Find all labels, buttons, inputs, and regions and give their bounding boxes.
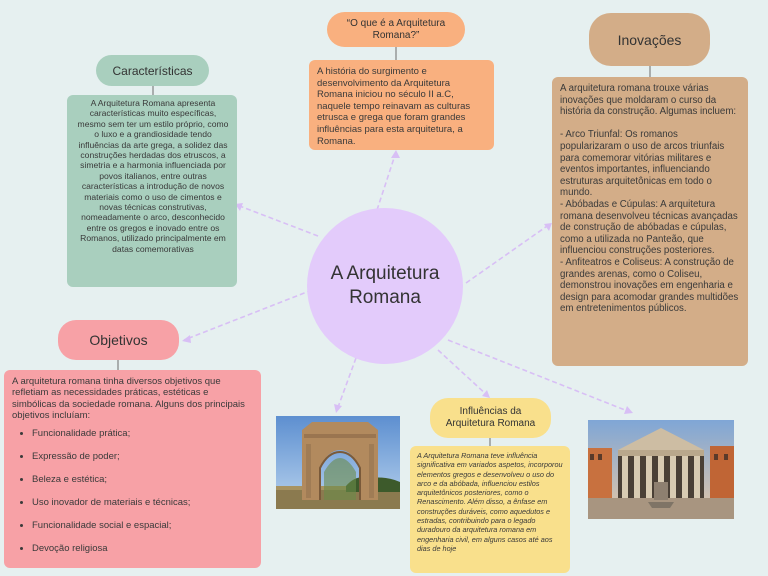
central-topic[interactable] <box>307 208 463 364</box>
connector-influencias <box>438 350 488 396</box>
objetivos-intro: A arquitetura romana tinha diversos objetivos que refletiam as necessidades práticas, estéticas e simbólicas da sociedade romana. Alguns dos principais objetivos incluíam: <box>12 376 245 422</box>
question-text-box <box>309 60 494 150</box>
objetivos-list <box>12 428 253 554</box>
arrowhead <box>482 390 490 398</box>
inovacoes-label: Inovações <box>617 31 682 48</box>
question-text: A história do surgimento e desenvolvimento da Arquitetura Romana iniciou no século II a.C, naquele tempo reinavam as culturas etrusca e grega que foram grandes influências para esta arquitetura, a Romana. <box>317 66 471 147</box>
connector-inovacoes <box>466 224 550 283</box>
influencias-topic[interactable] <box>430 398 551 438</box>
arrowhead <box>334 404 342 413</box>
caracteristicas-topic[interactable] <box>96 55 209 86</box>
influencias-label: Influências da Arquitetura Romana <box>445 406 536 429</box>
objetivos-item: • Funcionalidade social e espacial; <box>32 520 253 531</box>
inovacoes-topic[interactable] <box>589 13 710 66</box>
objetivos-item: • Uso inovador de materiais e técnicas; <box>32 497 253 508</box>
inovacoes-text-box <box>552 77 748 366</box>
question-label: “O que é a Arquitetura Romana?” <box>346 17 446 41</box>
arrowhead <box>624 406 633 414</box>
influencias-text-box <box>410 446 570 573</box>
caracteristicas-text: A Arquitetura Romana apresenta características muito específicas, mesmo sem ter um estilo próprio, como o luxo e a grandiosidade tendo influências da arte grega, a solidez das construções herdadas dos etruscos, a simetria e a harmonia influenciada por povos italianos, entre outras características a introdução de novos materiais como o uso de cimentos e novas técnicas construtivas, nomeadamente o arco, desconhecido entre os gregos e inovado entre os Romanos, utilizado principalmente em datas comemorativas <box>77 98 229 254</box>
objetivos-item: • Beleza e estética; <box>32 474 253 485</box>
arch-photo <box>276 416 400 509</box>
connector-photo-arch <box>337 358 356 410</box>
connector-objetivos <box>184 290 312 340</box>
arrowhead <box>182 335 191 343</box>
influencias-text: A Arquitetura Romana teve influência significativa em variados aspetos, incorporou elementos gregos e desenvolveu o uso do arco e da abóbada, influenciou estilos arquitetônicos posteriores, como o Renascimento. Além disso, a ênfase em construções duráveis, como aquedutos e estradas, contribuindo para o legado duradouro da arquitetura romana em engenharia civil, em alguns casos até aos dias de hoje <box>417 451 563 553</box>
objetivos-item: • Devoção religiosa <box>32 543 253 554</box>
question-topic[interactable] <box>327 12 465 47</box>
objetivos-item: • Funcionalidade prática; <box>32 428 253 439</box>
objetivos-label: Objetivos <box>89 332 148 348</box>
objetivos-text-box <box>4 370 261 568</box>
arrowhead <box>391 150 400 158</box>
caracteristicas-text-box <box>67 95 237 287</box>
inovacoes-text: A arquitetura romana trouxe várias inovações que moldaram o curso da história da construção. Algumas incluem: - Arco Triunfal: Os romanos popularizaram o uso de arcos triunfais para comemorar vitórias militares e eventos importantes, influenciando estruturas arquitetônicas em todo o mundo. - Abóbadas e Cúpulas: A arquitetura romana desenvolveu técnicas avançadas de construção de abóbadas e cúpulas, como a utilizada no Panteão, que influenciou construções posteriores. - Anfiteatros e Coliseus: A construção de grandes arenas, como o Coliseu, demonstrou inovações em engenharia e design para acomodar grandes multidões em entretenimentos públicos. <box>560 83 739 315</box>
objetivos-topic[interactable] <box>58 320 179 360</box>
connector-caracteristicas <box>237 205 318 236</box>
central-topic-title: A Arquitetura Romana <box>330 263 440 308</box>
caracteristicas-label: Características <box>112 63 193 78</box>
connector-question <box>377 152 396 210</box>
pantheon-photo <box>588 420 734 519</box>
objetivos-item: • Expressão de poder; <box>32 451 253 462</box>
